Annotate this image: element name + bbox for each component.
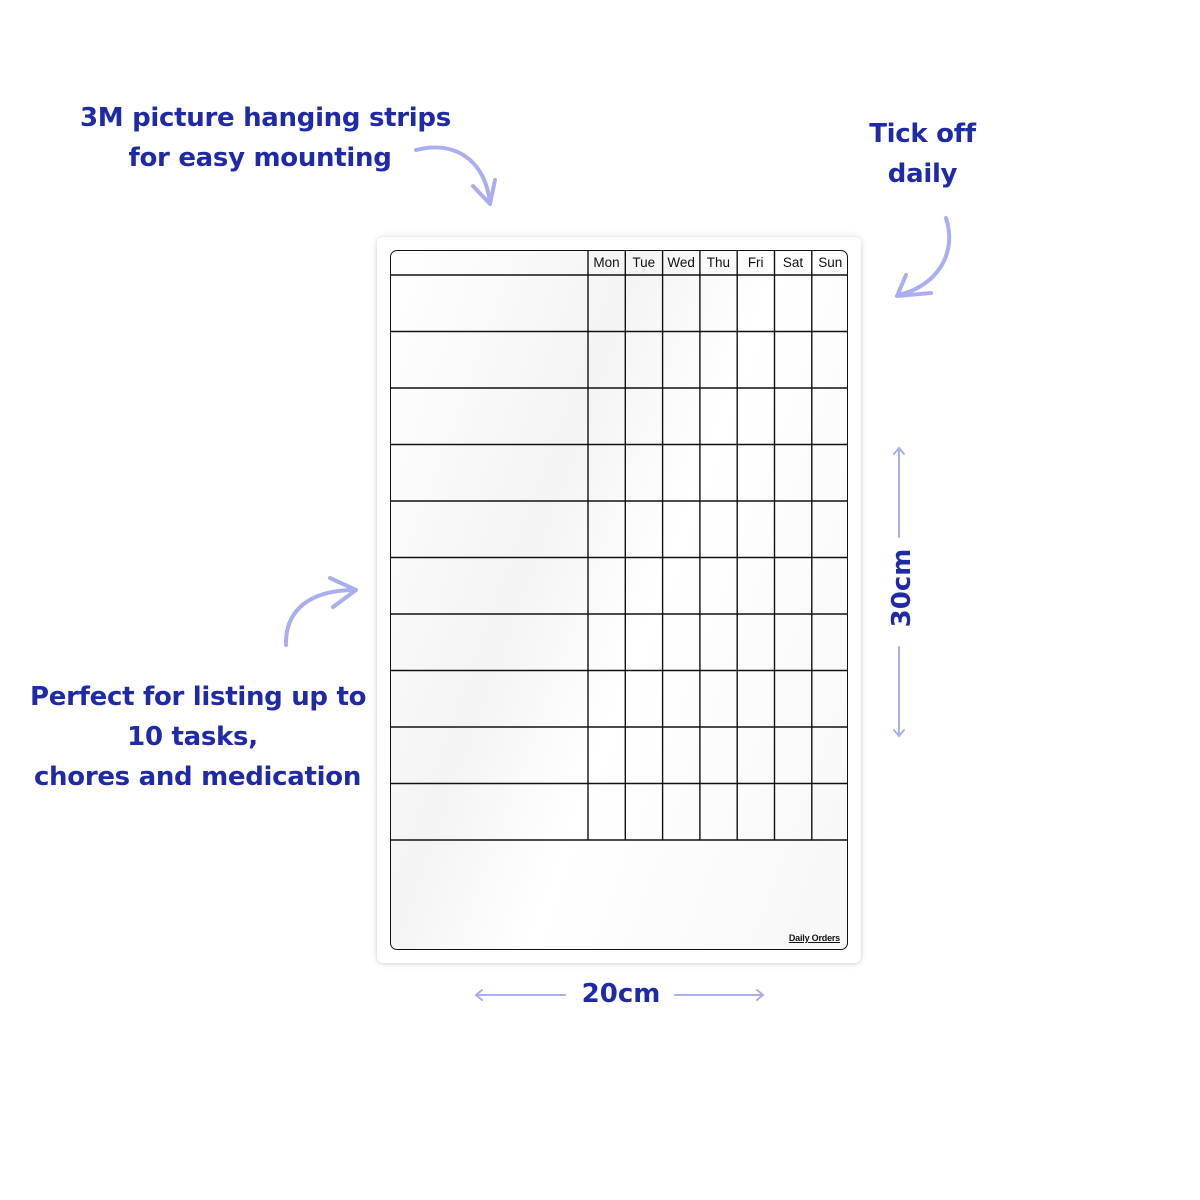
tasks-callout-line-3: chores and medication bbox=[33, 762, 362, 792]
day-label-sat: Sat bbox=[782, 255, 804, 270]
width-label: 20cm bbox=[581, 979, 661, 1009]
tasks-callout-line-1: Perfect for listing up to bbox=[30, 682, 367, 712]
day-label-wed: Wed bbox=[667, 255, 695, 270]
day-label-fri: Fri bbox=[747, 255, 764, 270]
day-label-sun: Sun bbox=[818, 255, 843, 270]
height-label: 30cm bbox=[887, 548, 917, 628]
mounting-callout-line-1: 3M picture hanging strips bbox=[80, 103, 451, 133]
mounting-callout-line-2: for easy mounting bbox=[128, 143, 392, 173]
tick-off-callout-line-1: Tick off bbox=[869, 119, 976, 149]
brand-logo: Daily Orders bbox=[788, 933, 840, 943]
day-label-mon: Mon bbox=[593, 255, 620, 270]
tick-off-callout-line-2: daily bbox=[887, 159, 958, 189]
day-label-thu: Thu bbox=[706, 255, 731, 270]
tasks-callout-line-2: 10 tasks, bbox=[127, 722, 258, 752]
day-label-tue: Tue bbox=[632, 255, 656, 270]
